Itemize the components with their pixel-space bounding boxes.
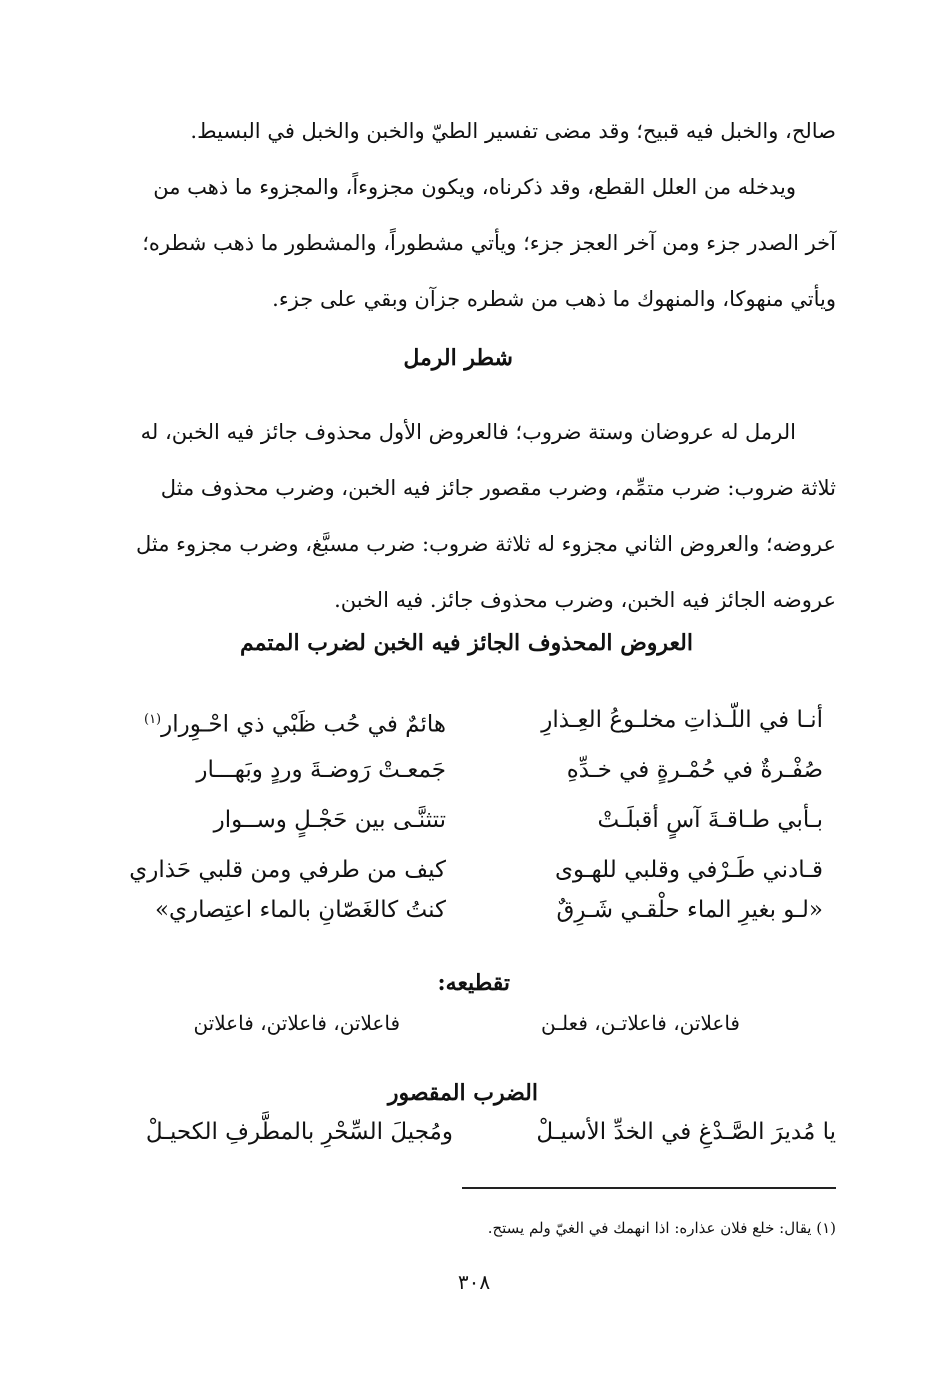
- verse-first-hemistich: قـادني طَـرْفي وقلبي للهـوى: [554, 857, 823, 883]
- page-number: ٣٠٨: [457, 1270, 491, 1294]
- intro-line: صالح، والخبل فيه قبيح؛ وقد مضى تفسير الطيّ والخبن والخبل في البسيط.: [190, 119, 836, 143]
- heading-maqsur: الضرب المقصور: [387, 1080, 538, 1106]
- intro-line: ويدخله من العلل القطع، وقد ذكرناه، ويكون مجزوءاً، والمجزوء ما ذهب من: [153, 175, 796, 199]
- taqti-label: تقطيعه:: [437, 970, 510, 996]
- footnote-separator: [462, 1187, 836, 1189]
- verse-first-hemistich: بـأبي طـاقـةَ آسٍ أقبلَـتْ: [597, 807, 823, 833]
- verse-row: [0, 695, 948, 745]
- footnote-marker: (١): [143, 712, 162, 727]
- heading-arud: العروض المحذوف الجائز فيه الخبن لضرب المتمم: [240, 630, 693, 656]
- maqsur-verse-row: [0, 1107, 948, 1157]
- verse-second-hemistich: كيف من طرفي ومن قلبي حَذاري: [129, 857, 446, 883]
- verse-second-hemistich: [144, 695, 446, 750]
- ramal-line: ثلاثة ضروب: ضرب متمِّم، وضرب مقصور جائز فيه الخبن، وضرب محذوف مثل: [160, 476, 836, 500]
- verse-row: [0, 795, 948, 845]
- taqti-second-half: فاعلاتن، فاعلاتن، فاعلاتن: [193, 1011, 400, 1035]
- verse-first-hemistich: صُفْـرةٌ في حُمْـرةٍ في خـدِّهِ: [566, 757, 823, 783]
- verse-text: هائمٌ في حُب ظَبْي ذي احْـوِرار: [161, 711, 446, 738]
- verse-row: [0, 745, 948, 795]
- ramal-paragraph: [106, 404, 836, 628]
- verse-second-hemistich: جَمعـتْ رَوضـةَ وردٍ وبَهـــار: [196, 757, 446, 783]
- taqti-first-half: فاعلاتن، فاعلاتـن، فعلـن: [540, 1011, 740, 1035]
- heading-shatr-al-ramal: شطر الرمل: [403, 345, 513, 371]
- verse-second-hemistich: تتثنَّـى بين حَجْـلٍ وســوار: [213, 807, 446, 833]
- intro-line: آخر الصدر جزء ومن آخر العجز جزء؛ ويأتي مشطوراً، والمشطور ما ذهب شطره؛: [142, 231, 836, 255]
- intro-line: ويأتي منهوكا، والمنهوك ما ذهب من شطره جزآن وبقي على جزء.: [272, 287, 836, 311]
- footnote: (١) يقال: خلع فلان عذاره: اذا انهمك في الغيّ ولم يستح.: [487, 1219, 836, 1237]
- verse-second-hemistich: كنتُ كالغَصّانِ بالماء اعتِصاري»: [154, 897, 446, 923]
- maqsur-second-hemistich: ومُجيلَ السِّحْرِ بالمطَّرفِ الكحيـلْ: [145, 1119, 453, 1145]
- ramal-line: عروضه الجائز فيه الخبن، وضرب محذوف جائز. فيه الخبن.: [334, 588, 836, 612]
- intro-paragraph: [116, 103, 836, 327]
- verse-first-hemistich: «لـو بغيرِ الماء حلْقـي شَـرِقٌ: [556, 897, 823, 923]
- verse-row: [0, 885, 948, 935]
- ramal-line: الرمل له عروضان وستة ضروب؛ فالعروض الأول محذوف جائز فيه الخبن، له: [140, 420, 796, 444]
- ramal-line: عروضه؛ والعروض الثاني مجزوء له ثلاثة ضروب: ضرب مسبَّغ، وضرب مجزوء مثل: [135, 532, 836, 556]
- maqsur-first-hemistich: يا مُديرَ الصَّـدْغِ في الخدِّ الأسيـلْ: [536, 1119, 836, 1145]
- verse-first-hemistich: أنـا في اللّـذاتِ مخلـوعُ العِـذارِ: [541, 707, 823, 733]
